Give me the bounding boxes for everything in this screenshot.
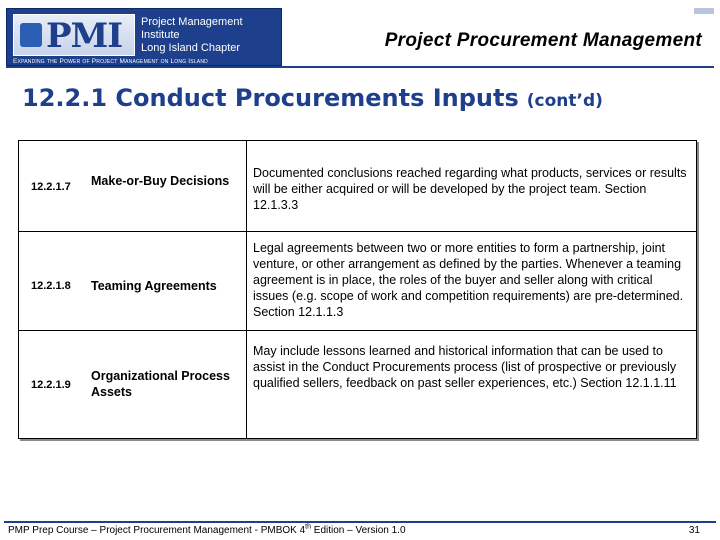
org-line-2: Long Island Chapter [141, 42, 241, 54]
page-number: 31 [688, 525, 700, 536]
input-description: Legal agreements between two or more entities to form a partnership, joint venture, or other arrangement as defined by the parties. Whenever a teaming agreement is in place, the roles of the buyer and seller along with critical issues (e.g. scope of work and competition requirements) are pre-determined. Section 12.1.1.3 [253, 241, 684, 319]
page-title-main: 12.2.1 Conduct Procurements Inputs [22, 84, 519, 112]
long-island-logo-icon [20, 23, 42, 47]
header-divider [6, 66, 714, 68]
table-row [19, 231, 696, 330]
footer-divider [4, 521, 716, 523]
input-number: 12.2.1.7 [31, 181, 71, 193]
header-accent [694, 8, 714, 14]
footer-text-main: PMP Prep Course – Project Procurement Management - PMBOK 4 [8, 525, 306, 536]
footer-text-end: Edition – Version 1.0 [311, 525, 406, 536]
pmi-logo [13, 14, 135, 56]
input-number: 12.2.1.9 [31, 379, 71, 391]
input-number: 12.2.1.8 [31, 280, 71, 292]
pmi-logo-text: PMI [46, 16, 123, 56]
footer-superscript: th [305, 523, 312, 531]
org-line-1: Project Management Institute [141, 16, 243, 41]
table-row [19, 330, 696, 438]
footer-caption [8, 525, 406, 536]
inputs-table [18, 140, 697, 439]
input-name: Teaming Agreements [91, 279, 217, 293]
input-name: Organizational Process Assets [91, 369, 230, 399]
pmi-chapter-banner [6, 8, 282, 66]
input-description: Documented conclusions reached regarding what products, services or results will be either acquired or will be developed by the project team. Section 12.1.3.3 [253, 166, 687, 212]
section-title: Project Procurement Management [384, 30, 702, 51]
page-title [22, 84, 603, 112]
banner-tagline: Expanding the Power of Project Management on Long Island [13, 58, 208, 65]
input-description: May include lessons learned and historical information that can be used to assist in the Conduct Procurements process (list of prospective or previously qualified sellers, feedback on past seller experiences, etc.) Section 12.1.1.11 [253, 344, 677, 390]
organization-name [141, 16, 281, 55]
table-row [19, 141, 696, 231]
input-name: Make-or-Buy Decisions [91, 174, 230, 188]
page-title-suffix: (cont’d) [526, 91, 603, 111]
